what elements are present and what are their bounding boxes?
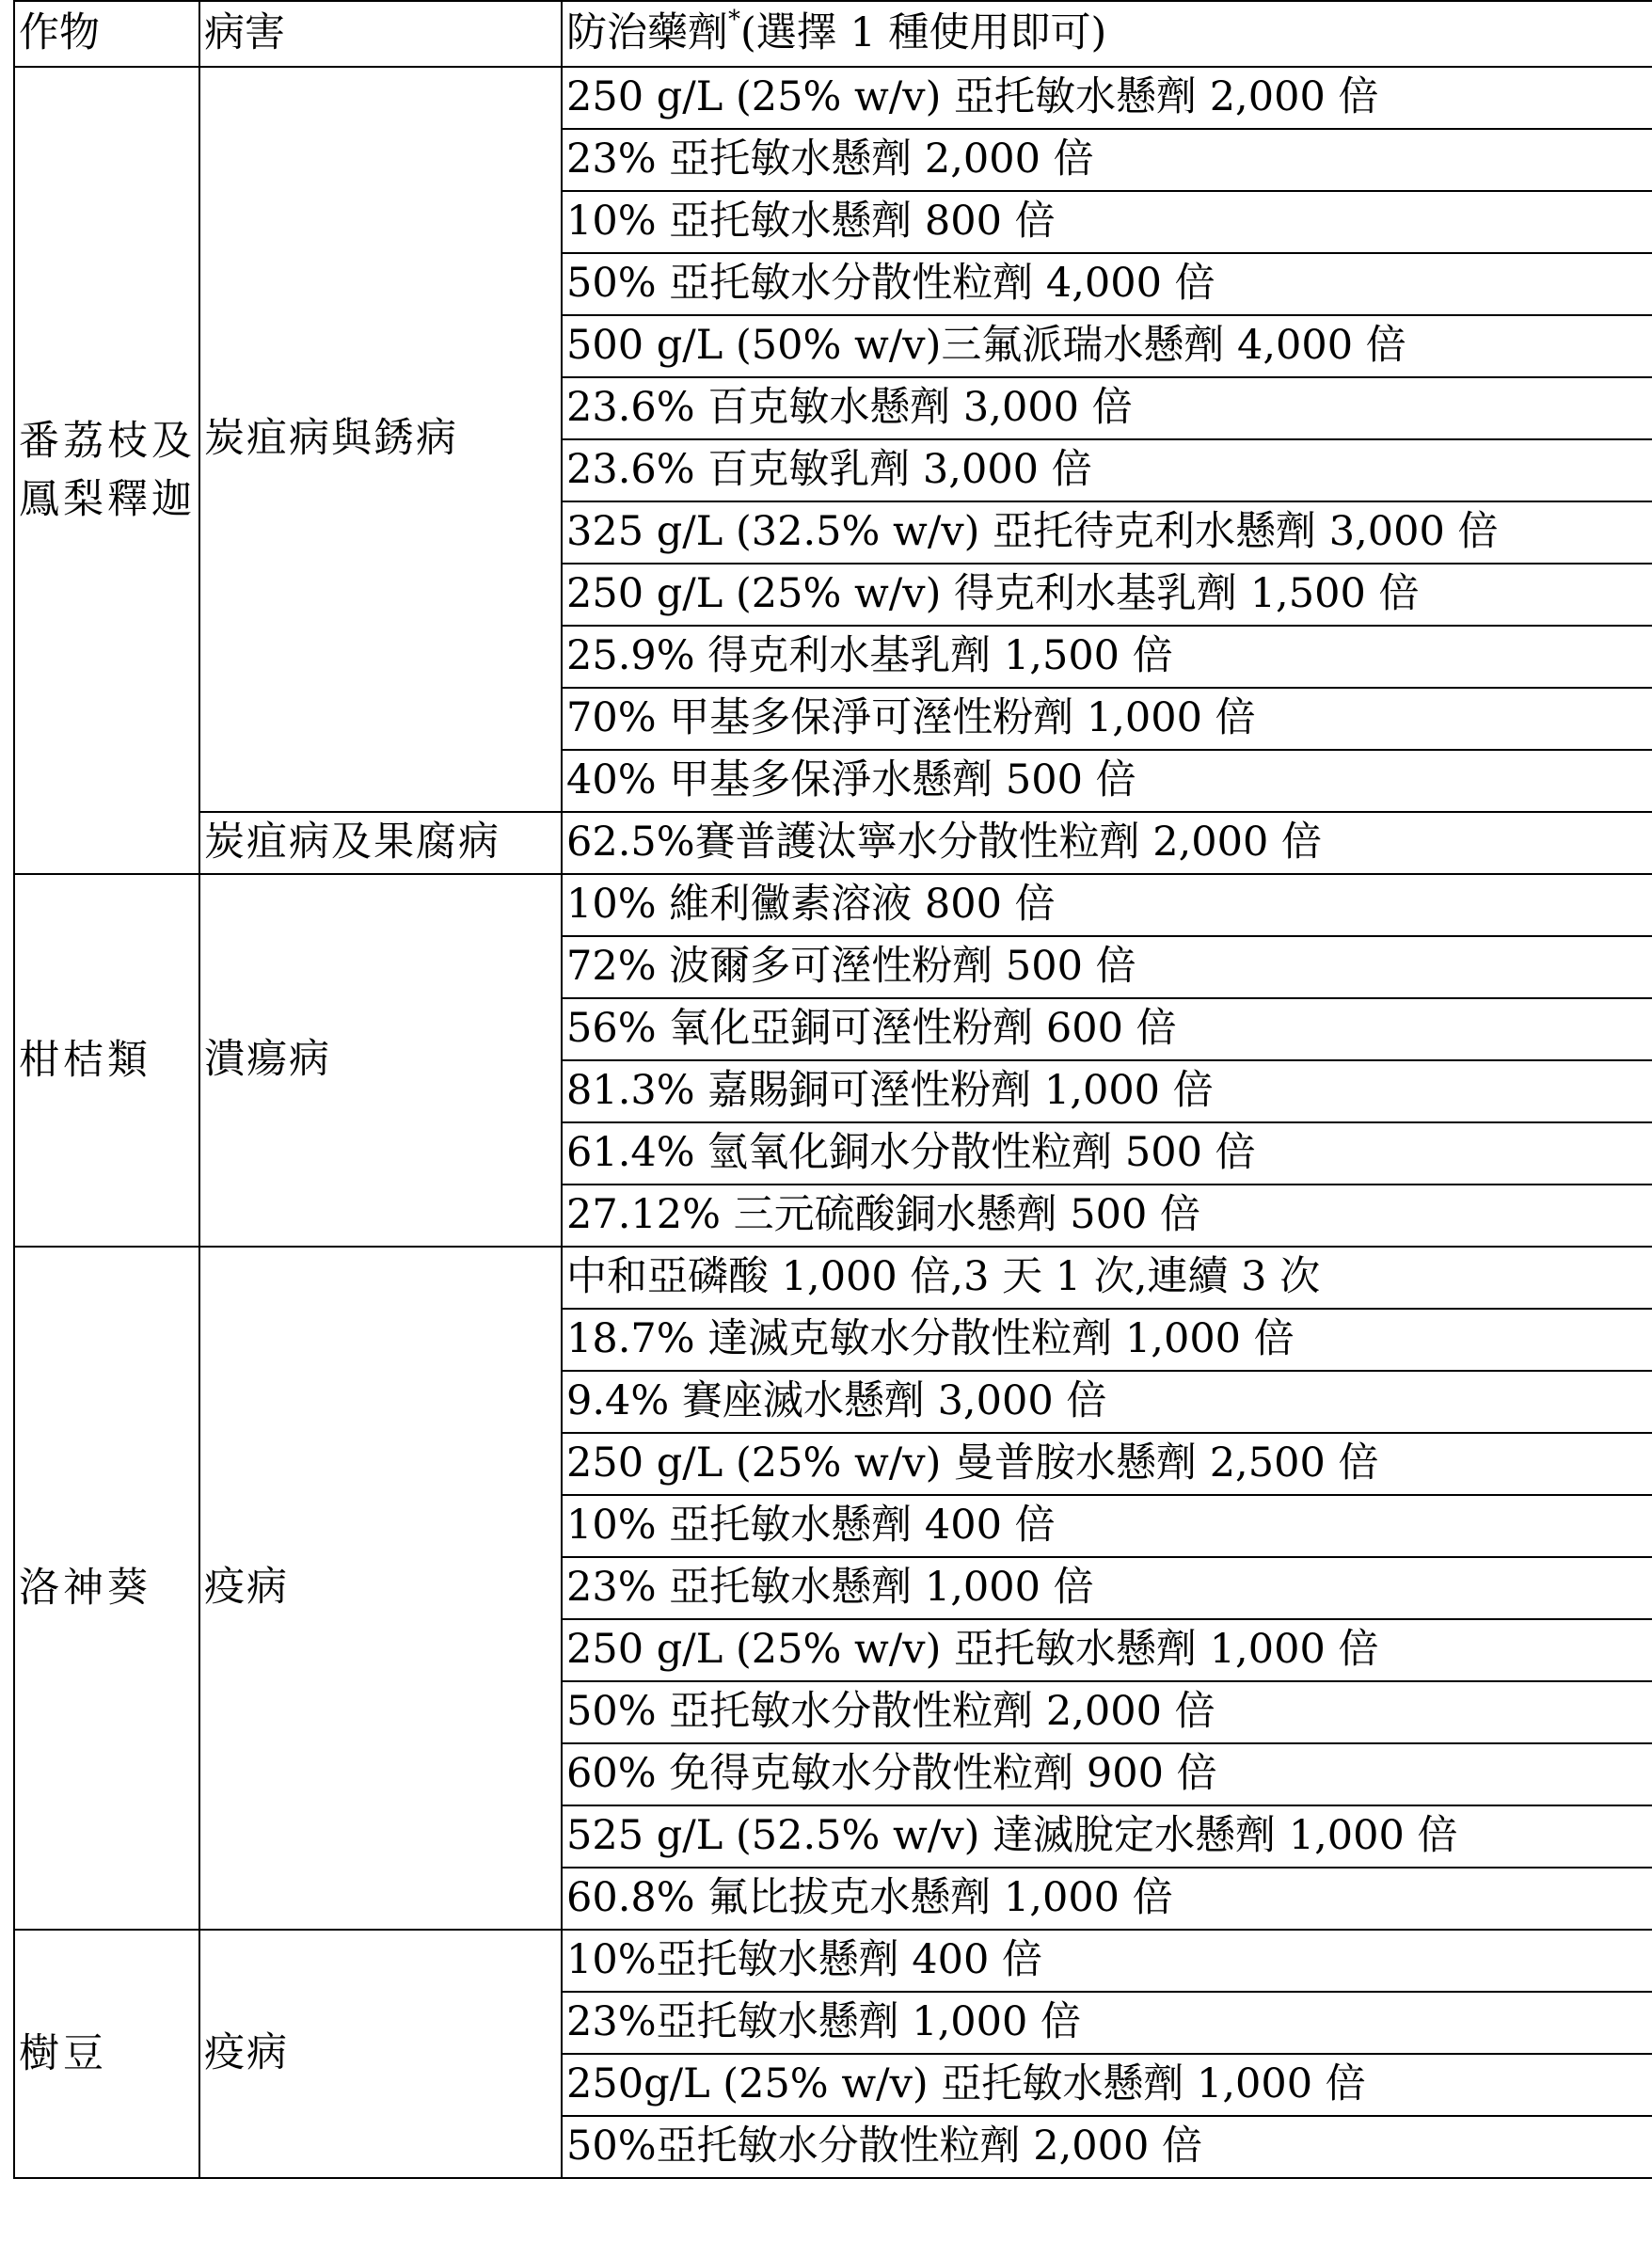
disease-cell: 疫病 xyxy=(199,1247,562,1930)
agent-cell: 50% 亞托敏水分散性粒劑 4,000 倍 xyxy=(562,253,1652,315)
agent-cell: 23.6% 百克敏乳劑 3,000 倍 xyxy=(562,439,1652,501)
agent-cell: 250 g/L (25% w/v) 亞托敏水懸劑 1,000 倍 xyxy=(562,1619,1652,1681)
table-row xyxy=(14,812,1652,874)
disease-cell: 潰瘍病 xyxy=(199,874,562,1247)
agent-cell: 56% 氧化亞銅可溼性粉劑 600 倍 xyxy=(562,998,1652,1060)
agent-cell: 50%亞托敏水分散性粒劑 2,000 倍 xyxy=(562,2116,1652,2178)
agent-cell: 525 g/L (52.5% w/v) 達滅脫定水懸劑 1,000 倍 xyxy=(562,1805,1652,1868)
agent-cell: 中和亞磷酸 1,000 倍,3 天 1 次,連續 3 次 xyxy=(562,1247,1652,1309)
table-row xyxy=(14,67,1652,129)
disease-cell: 炭疽病與銹病 xyxy=(199,67,562,812)
agent-cell: 62.5%賽普護汰寧水分散性粒劑 2,000 倍 xyxy=(562,812,1652,874)
agent-cell: 500 g/L (50% w/v)三氟派瑞水懸劑 4,000 倍 xyxy=(562,315,1652,377)
agent-cell: 250 g/L (25% w/v) 得克利水基乳劑 1,500 倍 xyxy=(562,564,1652,626)
agent-cell: 10%亞托敏水懸劑 400 倍 xyxy=(562,1930,1652,1992)
crop-cell: 洛神葵 xyxy=(14,1247,199,1930)
agent-cell: 23.6% 百克敏水懸劑 3,000 倍 xyxy=(562,377,1652,439)
header-agent-note: (選擇 1 種使用即可) xyxy=(740,9,1107,57)
agent-cell: 70% 甲基多保淨可溼性粉劑 1,000 倍 xyxy=(562,688,1652,750)
agent-cell: 23% 亞托敏水懸劑 2,000 倍 xyxy=(562,129,1652,191)
agent-cell: 18.7% 達滅克敏水分散性粒劑 1,000 倍 xyxy=(562,1309,1652,1371)
table-body xyxy=(14,1,1652,2178)
agent-cell: 325 g/L (32.5% w/v) 亞托待克利水懸劑 3,000 倍 xyxy=(562,501,1652,564)
agent-cell: 61.4% 氫氧化銅水分散性粒劑 500 倍 xyxy=(562,1122,1652,1185)
header-agent xyxy=(562,1,1652,67)
table-row xyxy=(14,1930,1652,1992)
crop-cell: 柑桔類 xyxy=(14,874,199,1247)
pesticide-table xyxy=(13,0,1652,2179)
crop-cell: 樹豆 xyxy=(14,1930,199,2178)
agent-cell: 250g/L (25% w/v) 亞托敏水懸劑 1,000 倍 xyxy=(562,2054,1652,2116)
agent-cell: 81.3% 嘉賜銅可溼性粉劑 1,000 倍 xyxy=(562,1060,1652,1122)
agent-cell: 27.12% 三元硫酸銅水懸劑 500 倍 xyxy=(562,1185,1652,1247)
header-agent-label: 防治藥劑 xyxy=(566,9,728,57)
table-row xyxy=(14,874,1652,936)
agent-cell: 10% 亞托敏水懸劑 800 倍 xyxy=(562,191,1652,253)
agent-cell: 60% 免得克敏水分散性粒劑 900 倍 xyxy=(562,1743,1652,1805)
agent-cell: 23% 亞托敏水懸劑 1,000 倍 xyxy=(562,1557,1652,1619)
disease-cell: 炭疽病及果腐病 xyxy=(199,812,562,874)
agent-cell: 60.8% 氟比拔克水懸劑 1,000 倍 xyxy=(562,1868,1652,1930)
agent-cell: 25.9% 得克利水基乳劑 1,500 倍 xyxy=(562,626,1652,688)
disease-cell: 疫病 xyxy=(199,1930,562,2178)
agent-cell: 9.4% 賽座滅水懸劑 3,000 倍 xyxy=(562,1371,1652,1433)
table-row xyxy=(14,1247,1652,1309)
header-agent-footnote-mark: * xyxy=(728,6,740,35)
agent-cell: 50% 亞托敏水分散性粒劑 2,000 倍 xyxy=(562,1681,1652,1743)
crop-cell: 番荔枝及鳳梨釋迦 xyxy=(14,67,199,874)
header-disease: 病害 xyxy=(199,1,562,67)
agent-cell: 10% 亞托敏水懸劑 400 倍 xyxy=(562,1495,1652,1557)
agent-cell: 10% 維利黴素溶液 800 倍 xyxy=(562,874,1652,936)
agent-cell: 250 g/L (25% w/v) 曼普胺水懸劑 2,500 倍 xyxy=(562,1433,1652,1495)
header-crop: 作物 xyxy=(14,1,199,67)
agent-cell: 250 g/L (25% w/v) 亞托敏水懸劑 2,000 倍 xyxy=(562,67,1652,129)
agent-cell: 23%亞托敏水懸劑 1,000 倍 xyxy=(562,1992,1652,2054)
header-row xyxy=(14,1,1652,67)
agent-cell: 72% 波爾多可溼性粉劑 500 倍 xyxy=(562,936,1652,998)
agent-cell: 40% 甲基多保淨水懸劑 500 倍 xyxy=(562,750,1652,812)
